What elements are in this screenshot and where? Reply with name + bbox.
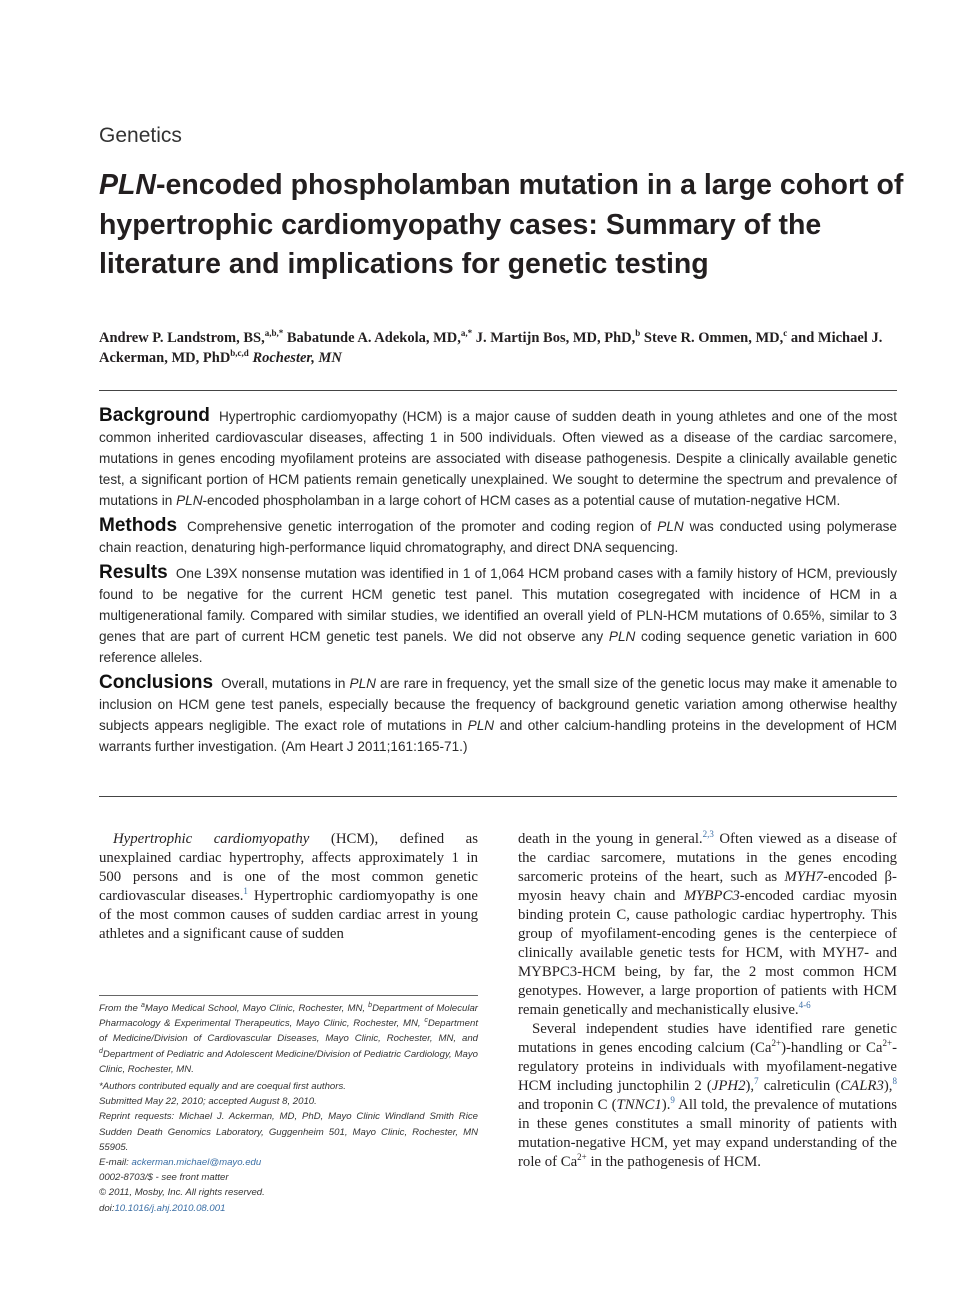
- footnote-text: Mayo Medical School, Mayo Clinic, Rochester, MN,: [144, 1003, 369, 1014]
- gene-name: MYBPC3: [683, 888, 740, 904]
- abstract-text: Overall, mutations in: [221, 676, 350, 691]
- author-name: Michael J. Ackerman, MD, PhD: [99, 330, 883, 366]
- abstract-text: One L39X nonsense mutation was identified in 1 of 1,064 HCM proband cases with a family history of HCM, previously found to be negative for the current HCM genetic test panel. This mutation cosegregated with incidence of HCM in a multigenerational family. Compared with similar studies, we identified an overall yield of PLN-HCM mutations of 0.65%, similar to 3 genes that are part of current HCM genetic test panels. We did not observe any: [99, 566, 897, 644]
- section-label: Genetics: [99, 124, 182, 147]
- body-text: )-handling or Ca: [781, 1040, 883, 1056]
- superscript-charge: 2+: [771, 1038, 782, 1048]
- article-title: [99, 166, 919, 285]
- doi-line: [99, 1201, 478, 1216]
- author-affiliation-marker: c: [783, 328, 788, 338]
- results-heading: Results: [99, 562, 168, 583]
- body-text: ),: [745, 1078, 755, 1094]
- body-text: Often viewed as a disease of the cardiac sarcomere, mutations in the genes encoding sarcomeric proteins of the heart, such as: [518, 831, 897, 885]
- body-paragraph: [518, 830, 897, 1020]
- body-text: death in the young in general.: [518, 831, 703, 847]
- author-affiliation-marker: b,c,d: [230, 348, 249, 358]
- abstract-conclusions: [99, 672, 897, 757]
- citation-link[interactable]: 9: [670, 1095, 675, 1105]
- abstract-text: was conducted using polymerase chain reaction, denaturing high-performance liquid chromatography, and direct DNA sequencing.: [99, 519, 897, 555]
- body-text: ).: [661, 1097, 671, 1113]
- author-affiliation-marker: b: [635, 328, 641, 338]
- body-text: and troponin C (: [518, 1097, 617, 1113]
- gene-name: PLN: [176, 493, 203, 508]
- footnotes: [99, 1001, 478, 1216]
- gene-name: PLN: [608, 629, 636, 644]
- footnote-divider: [99, 995, 478, 996]
- footnote-text: Department of Molecular Pharmacology & Experimental Therapeutics, Mayo Clinic, Rochester, MN,: [99, 1003, 478, 1030]
- citation-link[interactable]: 7: [754, 1076, 759, 1086]
- body-right-column: [518, 830, 897, 1172]
- body-text: Hypertrophic cardiomyopathy is one of the most common causes of sudden cardiac arrest in young athletes and a significant cause of sudden: [99, 888, 478, 942]
- affiliations: [99, 1001, 478, 1077]
- abstract-text: are rare in frequency, yet the small size of the genetic locus may make it amenable to inclusion on HCM gene test panels, especially because the frequency of background genetic variation among otherwise healthy subjects appears negligible. The exact role of mutations in: [99, 676, 897, 733]
- abstract-background: [99, 405, 897, 511]
- author-name: Andrew P. Landstrom, BS,: [99, 330, 265, 346]
- body-text: calreticulin (: [758, 1078, 841, 1094]
- body-paragraph: [99, 830, 478, 944]
- term-italic: Hypertrophic cardiomyopathy: [113, 831, 310, 847]
- footnote-text: From the: [99, 1003, 141, 1014]
- abstract-top-divider: [99, 390, 897, 391]
- author-affiliation-marker: a,*: [460, 328, 473, 338]
- body-text: -encoded cardiac myosin binding protein C, cause pathologic cardiac hypertrophy. This group of myofilament-encoding genes is the centerpiece of clinically available genetic tests for HCM, with MYH7- and MYBPC3-HCM being, by far, the 2 most common HCM genotypes. However, a large proportion of patients with HCM remain genetically and mechanistically elusive.: [518, 888, 897, 1018]
- methods-heading: Methods: [99, 515, 178, 536]
- author-list: [99, 328, 899, 368]
- abstract-text: -encoded phospholamban in a large cohort of HCM cases as a potential cause of mutation-negative HCM.: [202, 493, 841, 508]
- abstract-text: Comprehensive genetic interrogation of the promoter and coding region of: [187, 519, 658, 534]
- affiliation-marker: c: [424, 1017, 428, 1025]
- doi-link[interactable]: 10.1016/j.ahj.2010.08.001: [114, 1202, 226, 1214]
- footnote-text: Department of Pediatric and Adolescent Medicine/Division of Pediatric Cardiology, Mayo Clinic, Rochester, MN.: [99, 1048, 478, 1075]
- body-text: (HCM), defined as unexplained cardiac hypertrophy, affects approximately 1 in 500 persons and is one of the most common genetic cardiovascular diseases.: [99, 831, 478, 904]
- gene-name: PLN: [467, 718, 495, 733]
- abstract-text: Hypertrophic cardiomyopathy (HCM) is a major cause of sudden death in young athletes and one of the most common inherited cardiovascular diseases, affecting 1 in 500 individuals. Often viewed as a disease of the cardiac sarcomere, mutations in genes encoding myofilament proteins are associated with disease pathogenesis. Despite a clinically available genetic test, a significant portion of HCM patients remain genetically unexplained. We sought to determine the spectrum and prevalence of mutations in: [99, 409, 897, 508]
- citation-link[interactable]: 4-6: [798, 1000, 811, 1010]
- abstract-text: and other calcium-handling proteins in the development of HCM warrants further investigation. (Am Heart J 2011;161:165-71.): [99, 718, 897, 754]
- abstract-results: [99, 562, 897, 668]
- equal-contribution-note: *Authors contributed equally and are coequal first authors.: [99, 1081, 346, 1093]
- body-paragraph: [518, 1020, 897, 1172]
- gene-name: MYH7: [784, 869, 824, 885]
- abstract-methods: [99, 515, 897, 558]
- doi-label: doi:: [99, 1202, 115, 1214]
- email-label: E-mail:: [99, 1157, 132, 1169]
- citation-link[interactable]: 8: [892, 1076, 897, 1086]
- gene-name: JPH2: [711, 1078, 746, 1094]
- footnote-text: Department of Medicine/Division of Cardiovascular Diseases, Mayo Clinic, Rochester, MN, and: [99, 1018, 478, 1045]
- affiliation-marker: a: [140, 1002, 145, 1009]
- body-left-column: [99, 830, 478, 944]
- author-name: Babatunde A. Adekola, MD,: [286, 330, 461, 346]
- abstract-text: coding sequence genetic variation in 600 reference alleles.: [99, 629, 897, 665]
- background-heading: Background: [99, 405, 210, 426]
- gene-name: PLN: [657, 519, 684, 534]
- abstract: [99, 405, 897, 761]
- body-text: -encoded β-myosin heavy chain and: [518, 869, 897, 904]
- superscript-charge: 2+: [882, 1038, 893, 1048]
- body-text: in the pathogenesis of HCM.: [586, 1154, 762, 1170]
- issn-line: 0002-8703/$ - see front matter: [99, 1172, 229, 1184]
- author-name: Steve R. Ommen, MD,: [643, 330, 784, 346]
- superscript-charge: 2+: [577, 1152, 587, 1162]
- body-text: ),: [883, 1078, 893, 1094]
- copyright-line: © 2011, Mosby, Inc. All rights reserved.: [99, 1187, 265, 1199]
- author-name: J. Martijn Bos, MD, PhD,: [475, 330, 636, 346]
- author-conjunction: and: [790, 330, 815, 346]
- title-text: -encoded phospholamban mutation in a large cohort of hypertrophic cardiomyopathy cases: Summary of the literature and implications for genetic testing: [99, 169, 904, 280]
- abstract-bottom-divider: [99, 796, 897, 797]
- gene-name: TNNC1: [616, 1097, 662, 1113]
- email-line: [99, 1155, 478, 1170]
- title-gene-name: PLN: [99, 169, 156, 201]
- author-affiliation-marker: a,b,*: [264, 328, 284, 338]
- body-text: Several independent studies have identified rare genetic mutations in genes encoding calcium (Ca: [518, 1021, 897, 1056]
- gene-name: CALR3: [840, 1078, 884, 1094]
- submission-dates: Submitted May 22, 2010; accepted August 8, 2010.: [99, 1096, 317, 1108]
- citation-link[interactable]: 2,3: [702, 829, 714, 839]
- body-text: All told, the prevalence of mutations in these genes constitutes a small minority of patients with mutation-negative HCM, yet may expand understanding of the role of Ca: [518, 1097, 898, 1170]
- author-location: Rochester, MN: [252, 350, 342, 366]
- conclusions-heading: Conclusions: [99, 672, 214, 693]
- citation-link[interactable]: 1: [243, 886, 248, 896]
- affiliation-marker: d: [99, 1047, 103, 1055]
- reprint-requests: Reprint requests: Michael J. Ackerman, MD, PhD, Mayo Clinic Windland Smith Rice Sudden Death Genomics Laboratory, Guggenheim 501, Mayo Clinic, Rochester, MN 55905.: [99, 1111, 478, 1153]
- gene-name: PLN: [349, 676, 376, 691]
- body-text: -regulatory proteins in individuals with myofilament-negative HCM including junctophilin 2 (: [518, 1040, 897, 1094]
- affiliation-marker: b: [368, 1002, 373, 1009]
- email-link[interactable]: ackerman.michael@mayo.edu: [131, 1157, 262, 1169]
